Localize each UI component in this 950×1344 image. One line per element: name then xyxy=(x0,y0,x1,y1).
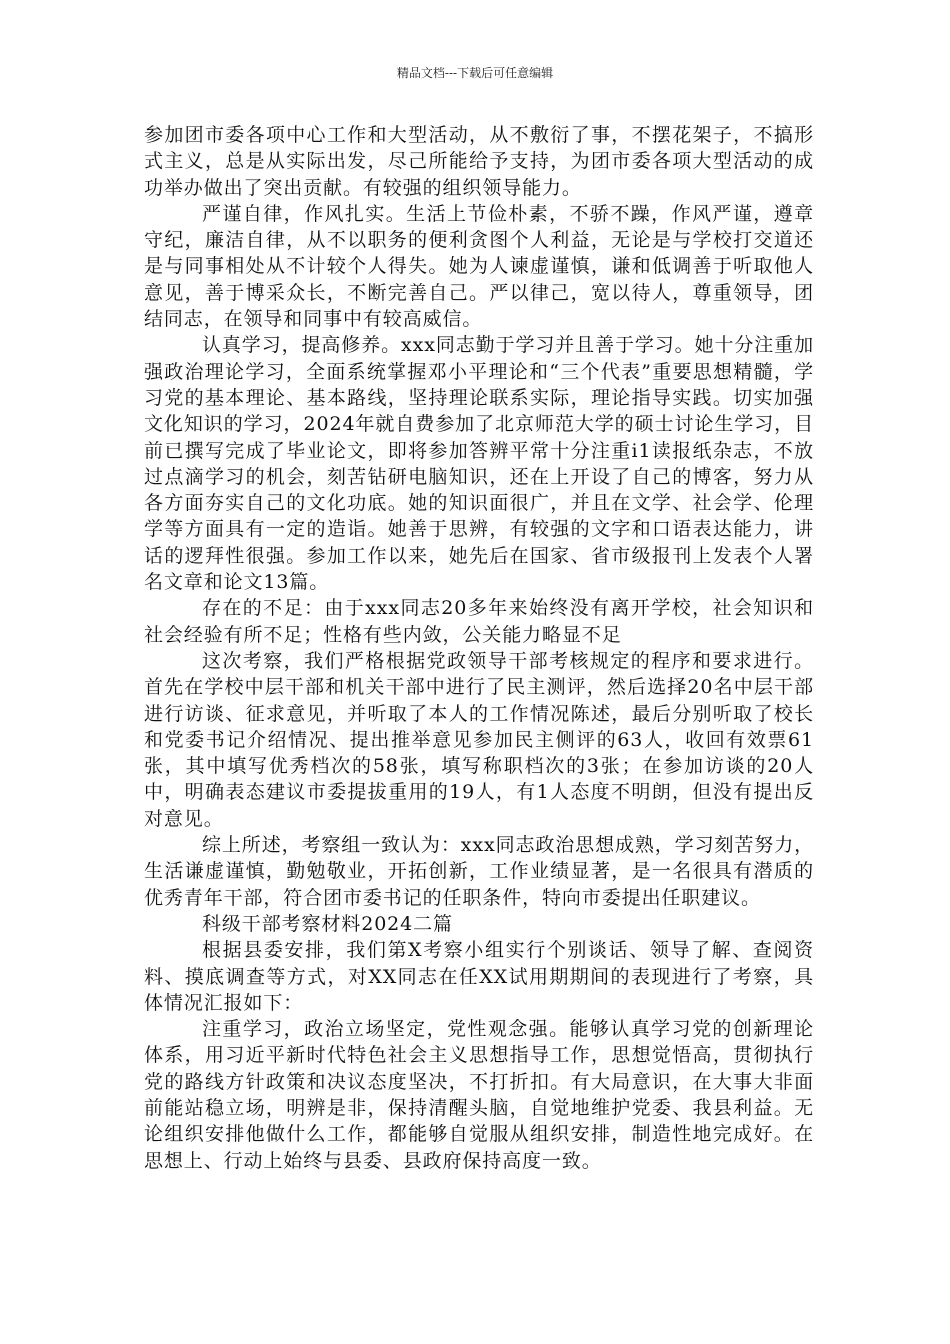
paragraph-7: 根据县委安排，我们第X考察小组实行个别谈话、领导了解、查阅资料、摸底调查等方式，对XX同志在任XX试用期期间的表现进行了考察，具体情况汇报如下： xyxy=(144,939,814,1014)
paragraph-4: 存在的不足：由于xxx同志20多年来始终没有离开学校，社会知识和社会经验有所不足；性格有些内敛，公关能力略显不足 xyxy=(144,597,814,646)
paragraph-5: 这次考察，我们严格根据党政领导干部考核规定的程序和要求进行。首先在学校中层干部和机关干部中进行了民主测评，然后选择20名中层干部进行访谈、征求意见，并听取了本人的工作情况陈述，最后分别听取了校长和党委书记介绍情况、提出推举意见参加民主侧评的63人，收回有效票61张，其中填写优秀档次的58张，填写称职档次的3张；在参加访谈的20人中，明确表态建议市委提拔重用的19人，有1人态度不明朗，但没有提出反对意见。 xyxy=(144,649,814,830)
paragraph-8: 注重学习，政治立场坚定，党性观念强。能够认真学习党的创新理论体系，用习近平新时代特色社会主义思想指导工作，思想觉悟高，贯彻执行党的路线方针政策和决议态度坚决，不打折扣。有大局意识，在大事大非面前能站稳立场，明辨是非，保持清醒头脑，自觉地维护党委、我县利益。无论组织安排他做什么工作，都能够自觉服从组织安排，制造性地完成好。在思想上、行动上始终与县委、县政府保持高度一致。 xyxy=(144,1018,814,1172)
paragraph-1: 参加团市委各项中心工作和大型活动，从不敷衍了事，不摆花架子，不搞形式主义，总是从实际出发，尽己所能给予支持，为团市委各项大型活动的成功举办做出了突出贡献。有较强的组织领导能力。 xyxy=(144,124,814,199)
paragraph-2: 严谨自律，作风扎实。生活上节俭朴素，不骄不躁，作风严谨，遵章守纪，廉洁自律，从不以职务的便利贪图个人利益，无论是与学校打交道还是与同事相处从不计较个人得失。她为人谏虚谨慎，谦和低调善于听取他人意见，善于博采众长，不断完善自己。严以律己，宽以待人，尊重领导，团结同志，在领导和同事中有较高威信。 xyxy=(144,202,814,331)
document-body xyxy=(144,122,814,1174)
paragraph-6: 综上所述，考察组一致认为：xxx同志政治思想成熟，学习刻苦努力，生活谦虚谨慎，勤勉敬业，开拓创新，工作业绩显著，是一名很具有潜质的优秀青年干部，符合团市委书记的任职条件，特向市委提出任职建议。 xyxy=(144,834,814,909)
section-heading: 科级干部考察材料2024二篇 xyxy=(202,912,453,935)
paragraph-3: 认真学习，提高修养。xxx同志勤于学习并且善于学习。她十分注重加强政治理论学习，全面系统掌握邓小平理论和“三个代表”重要思想精髓，学习党的基本理论、基本路线，坚持理论联系实际，理论指导实践。切实加强文化知识的学习，2024年就自费参加了北京师范大学的硕士讨论生学习，目前已撰写完成了毕业论文，即将参加答辨平常十分注重i1读报纸杂志，不放过点滴学习的机会，刻苦钻研电脑知识，还在上开设了自己的博客，努力从各方面夯实自己的文化功底。她的知识面很广，并且在文学、社会学、伦理学等方面具有一定的造诣。她善于思辨，有较强的文字和口语表达能力，讲话的逻拜性很强。参加工作以来，她先后在国家、省市级报刊上发表个人署名文章和论文13篇。 xyxy=(144,334,814,594)
page-header: 精品文档---下载后可任意编辑 xyxy=(396,66,554,80)
